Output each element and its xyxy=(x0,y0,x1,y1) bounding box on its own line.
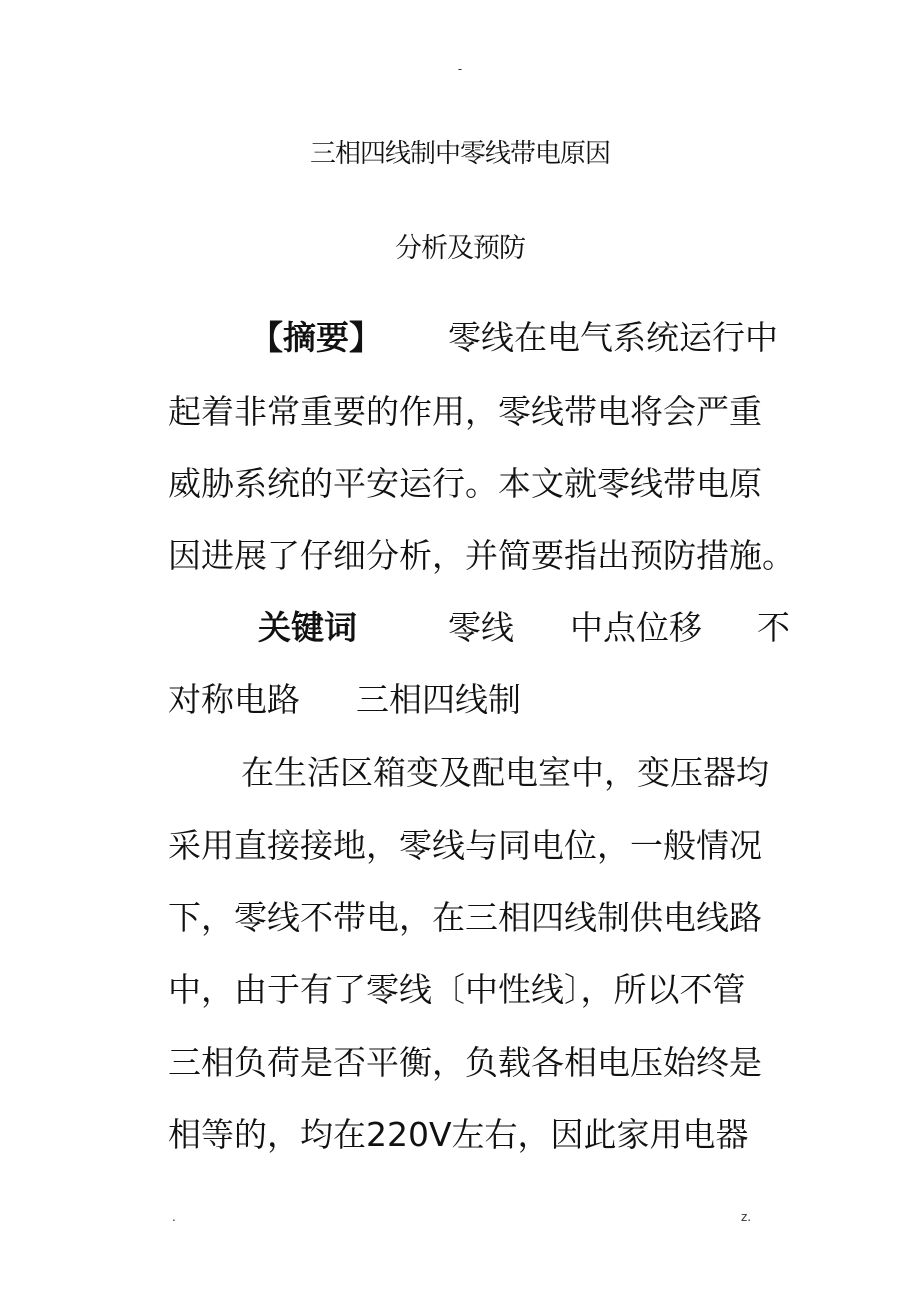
body-line: 在生活区箱变及配电室中，变压器均 xyxy=(241,753,769,792)
keywords-label: 关键词 xyxy=(258,608,357,647)
abstract-line: 威胁系统的平安运行。本文就零线带电原 xyxy=(168,464,762,503)
abstract-lead-text: 零线在电气系统运行中 xyxy=(448,318,778,357)
body-line: 下，零线不带电，在三相四线制供电线路 xyxy=(168,898,762,937)
keyword-item: 对称电路 xyxy=(168,680,300,719)
abstract-line: 因进展了仔细分析，并简要指出预防措施。 xyxy=(168,536,795,575)
footer-right-mark: z. xyxy=(741,1210,752,1224)
keyword-item: 零线 xyxy=(448,608,514,647)
document-subtitle: 分析及预防 xyxy=(395,233,525,264)
document-title: 三相四线制中零线带电原因 xyxy=(309,139,610,169)
body-line: 三相负荷是否平衡，负载各相电压始终是 xyxy=(168,1043,762,1082)
body-line: 采用直接接地，零线与同电位，一般情况 xyxy=(168,826,762,865)
body-line: 中，由于有了零线〔中性线〕，所以不管 xyxy=(168,970,746,1009)
header-mark: - xyxy=(457,62,463,76)
abstract-label: 【摘要】 xyxy=(250,318,382,357)
body-line: 相等的，均在220V左右，因此家用电器 xyxy=(168,1115,749,1154)
keyword-item: 三相四线制 xyxy=(356,680,521,719)
footer-left-mark: . xyxy=(172,1210,176,1224)
keyword-item: 中点位移 xyxy=(570,608,702,647)
abstract-line: 起着非常重要的作用，零线带电将会严重 xyxy=(168,392,762,431)
keyword-item: 不 xyxy=(757,608,790,647)
